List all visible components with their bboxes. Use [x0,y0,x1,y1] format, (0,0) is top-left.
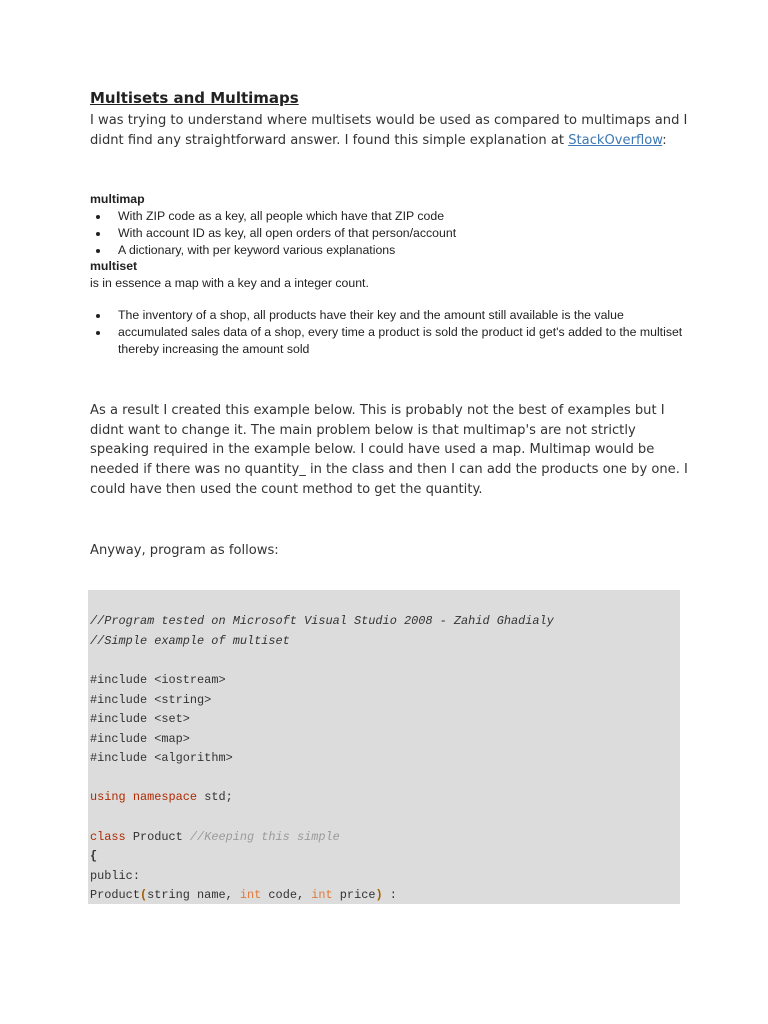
code-ctor-line: Product(string name, int code, int price) : [90,888,397,902]
stackoverflow-link[interactable]: StackOverflow [568,132,663,148]
code-block [88,590,680,904]
code-include: #include <map> [90,732,190,746]
code-include: #include <string> [90,693,212,707]
bullet-icon [96,232,100,236]
list-item [90,242,690,259]
page-title: Multisets and Multimaps [90,89,299,107]
list-item [90,208,690,225]
code-comment: //Program tested on Microsoft Visual Studio 2008 - Zahid Ghadialy [90,614,554,628]
code-using-line: using namespace std; [90,790,233,804]
list-item-text: The inventory of a shop, all products have their key and the amount still available is the value [118,308,624,322]
multiset-term: multiset [90,259,138,273]
code-include: #include <set> [90,712,190,726]
program-intro: Anyway, program as follows: [90,543,279,558]
multimap-term: multimap [90,192,145,206]
intro-text: I was trying to understand where multisets would be used as compared to multimaps and I didnt find any straightforward answer. I found this simple explanation at [90,113,688,148]
intro-paragraph [90,111,690,150]
list-item-text: A dictionary, with per keyword various explanations [118,243,396,257]
bullet-icon [96,331,100,335]
code-brace-line: { [90,849,98,863]
bullet-icon [96,215,100,219]
bullet-icon [96,314,100,318]
list-item [90,225,690,242]
list-item-text: accumulated sales data of a shop, every time a product is sold the product id get's added to the multiset thereby increasing the amount sold [118,325,683,356]
multimap-list [90,208,690,259]
code-include: #include <iostream> [90,673,226,687]
result-paragraph: As a result I created this example below. This is probably not the best of examples but I didnt want to change it. The main problem below is that multimap's are not strictly speaking required in the example below. I could have used a map. Multimap would be needed if there was no quantity_ in the class and then I can add the products one by one. I could have then used the count method to get the quantity. [90,403,688,497]
code-comment: //Simple example of multiset [90,634,290,648]
multiset-list [90,307,685,358]
bullet-icon [96,249,100,253]
multiset-description: is in essence a map with a key and a integer count. [90,276,369,290]
list-item-text: With account ID as key, all open orders of that person/account [118,226,457,240]
list-item [90,324,685,358]
list-item [90,307,685,324]
code-include: #include <algorithm> [90,751,233,765]
list-item-text: With ZIP code as a key, all people which have that ZIP code [118,209,445,223]
intro-colon: : [662,132,667,148]
code-public-line: public: [90,869,140,883]
code-class-line: class Product //Keeping this simple [90,830,340,844]
